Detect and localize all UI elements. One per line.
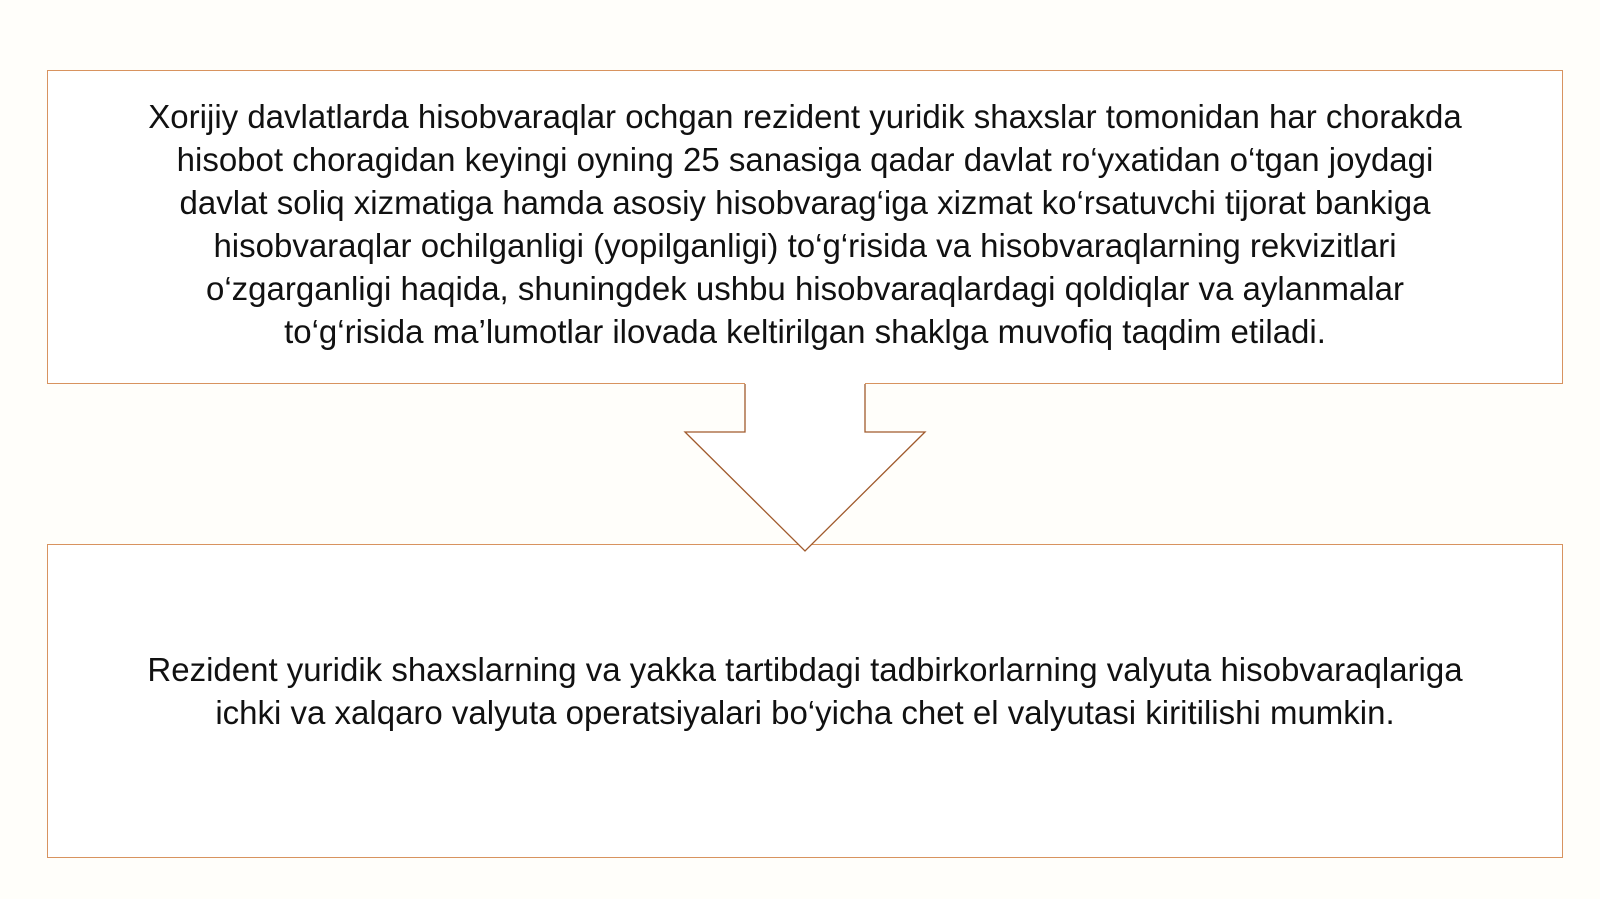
bottom-box-text: Rezident yuridik shaxslarning va yakka tartibdagi tadbirkorlarning valyuta hisobvaraqlariga ichki va xalqaro valyuta operatsiyalari bo‘yicha chet el valyutasi kiritilishi mumkin. xyxy=(147,651,1463,731)
arrow-fill xyxy=(685,382,925,551)
top-text-box xyxy=(47,70,1563,384)
top-box-text: Xorijiy davlatlarda hisobvaraqlar ochgan rezident yuridik shaxslar tomonidan har chorakda hisobot choragidan keyingi oyning 25 sanasiga qadar davlat ro‘yxatidan o‘tgan joydagi davlat soliq xizmatiga hamda asosiy hisobvarag‘iga xizmat ko‘rsatuvchi tijorat bankiga hisobvaraqlar ochilganligi (yopilganligi) to‘g‘risida va hisobvaraqlarning rekvizitlari o‘zgarganligi haqida, shuningdek ushbu hisobvaraqlardagi qoldiqlar va aylanmalar to‘g‘risida ma’lumotlar ilovada keltirilgan shaklga muvofiq taqdim etiladi. xyxy=(148,98,1462,350)
arrow-outline xyxy=(685,384,925,551)
bottom-text-box xyxy=(47,544,1563,858)
